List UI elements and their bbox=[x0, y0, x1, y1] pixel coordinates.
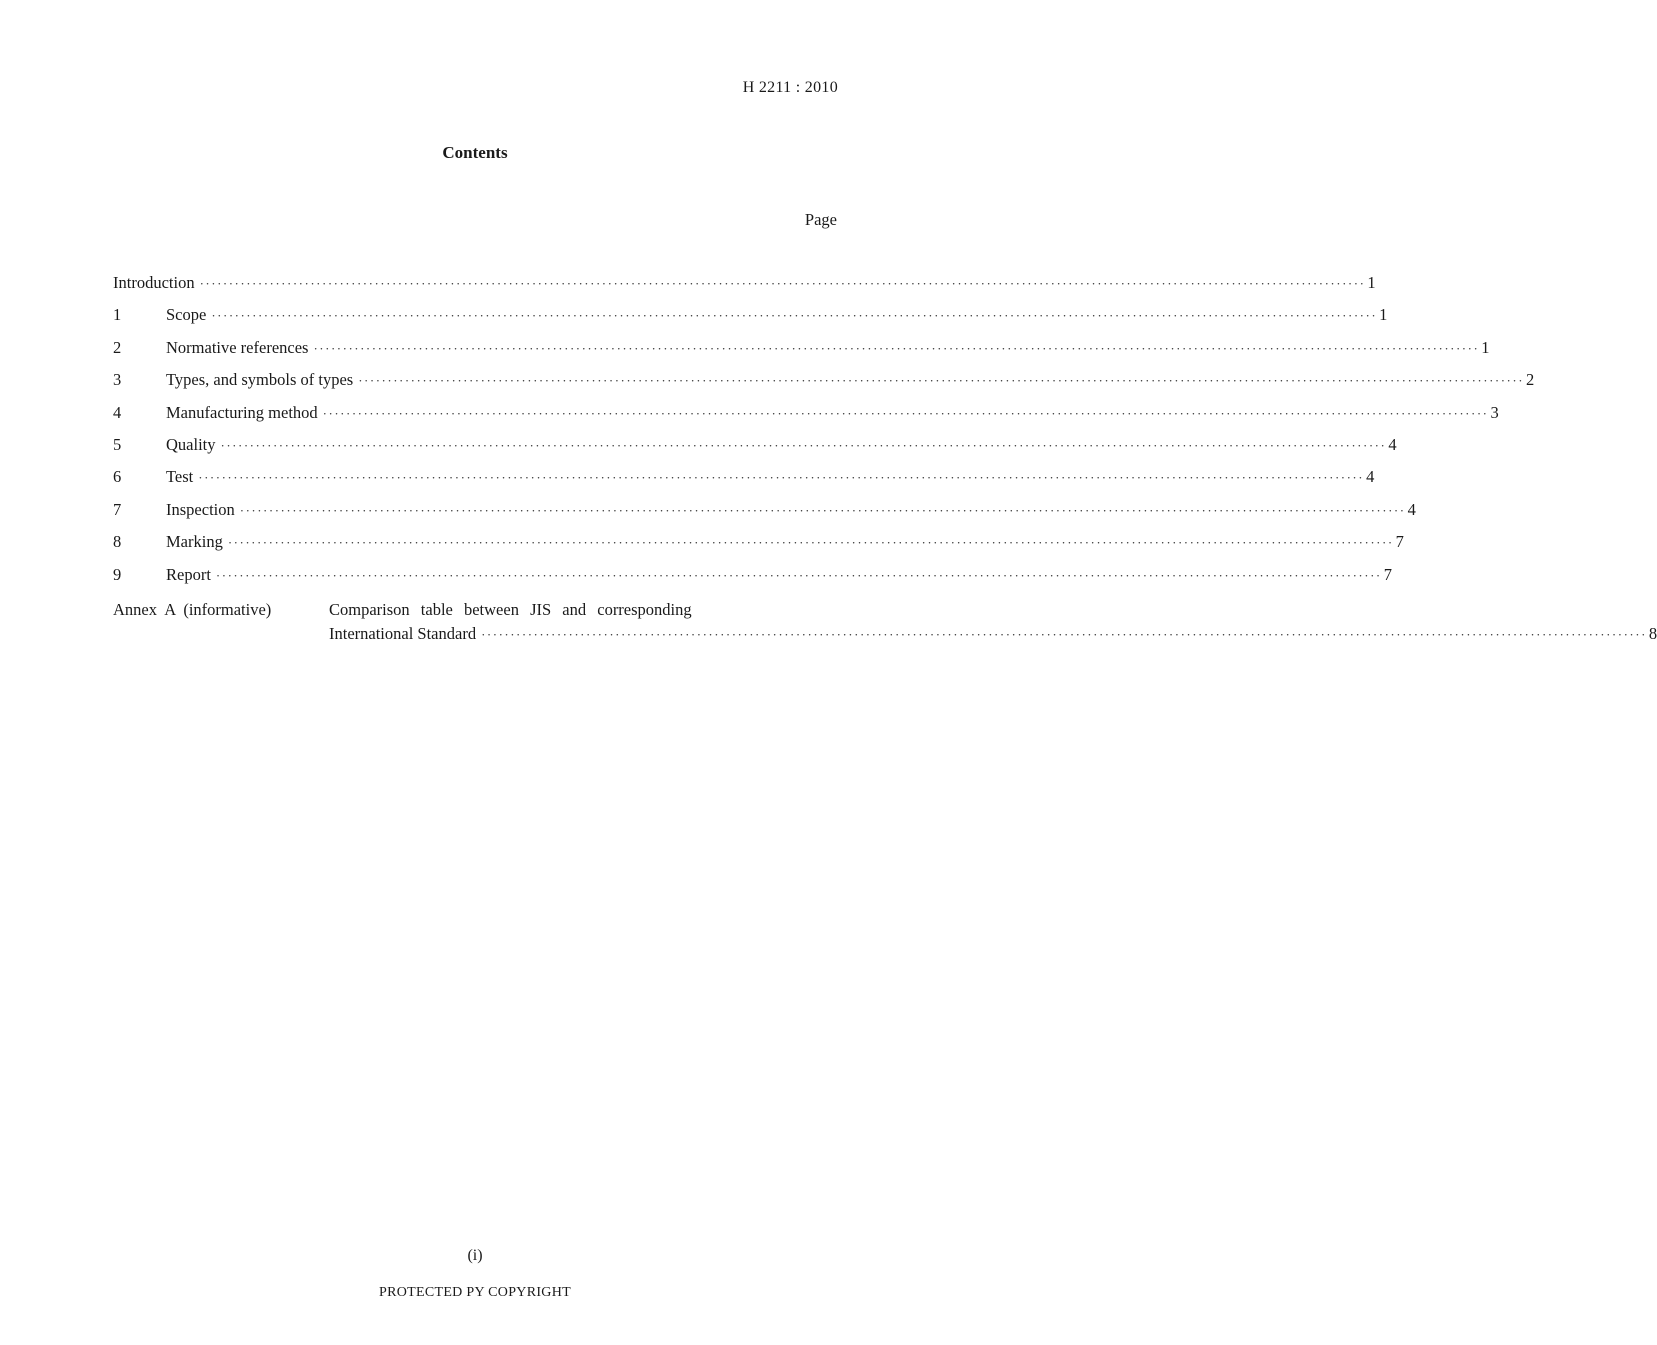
toc-entry-inspection[interactable] bbox=[113, 499, 1416, 532]
table-of-contents bbox=[113, 273, 1657, 647]
toc-entry-title: Normative references bbox=[166, 337, 309, 357]
toc-entry-number: 9 bbox=[113, 564, 122, 584]
dot-leader: ········································································································································································································ bbox=[211, 308, 1378, 324]
annex-title-line-1: Comparison table between JIS and corresponding bbox=[329, 599, 692, 619]
dot-leader: ········································································································································································································ bbox=[198, 470, 1365, 486]
toc-entry-number: 7 bbox=[113, 499, 122, 519]
toc-entry-page: 3 bbox=[1490, 402, 1499, 422]
toc-entry-title: Scope bbox=[166, 305, 207, 325]
toc-entry-scope[interactable] bbox=[113, 305, 1388, 337]
toc-entry-marking[interactable] bbox=[113, 532, 1404, 564]
toc-entry-annex-a[interactable] bbox=[113, 598, 1657, 647]
toc-entry-page: 7 bbox=[1395, 532, 1404, 552]
dot-leader: ········································································································································································································ bbox=[313, 340, 1480, 356]
dot-leader: ········································································································································································································ bbox=[239, 502, 1406, 518]
toc-entry-test[interactable] bbox=[113, 467, 1375, 499]
dot-leader: ········································································································································································································ bbox=[227, 535, 1394, 551]
toc-entry-page: 1 bbox=[1379, 305, 1388, 325]
dot-leader: ········································································································································································································ bbox=[481, 626, 1647, 642]
toc-entry-page: 7 bbox=[1383, 564, 1392, 584]
toc-entry-number: 6 bbox=[113, 467, 122, 487]
toc-entry-page: 1 bbox=[1367, 273, 1376, 292]
toc-entry-number: 4 bbox=[113, 402, 122, 422]
annex-title-line-2: International Standard bbox=[329, 623, 477, 643]
toc-entry-number: 8 bbox=[113, 532, 122, 552]
dot-leader: ········································································································································································································ bbox=[220, 437, 1387, 453]
toc-entry-page: 2 bbox=[1526, 370, 1535, 390]
toc-entry-number: 1 bbox=[113, 305, 122, 325]
toc-entry-title: Test bbox=[166, 467, 194, 487]
toc-entry-page: 1 bbox=[1481, 337, 1490, 357]
copyright-notice: PROTECTED PY COPYRIGHT bbox=[379, 1285, 571, 1300]
annex-page: 8 bbox=[1648, 623, 1657, 643]
toc-entry-report[interactable] bbox=[113, 564, 1392, 597]
toc-entry-number: 2 bbox=[113, 337, 122, 357]
toc-entry-title: Quality bbox=[166, 434, 216, 454]
toc-entry-title: Manufacturing method bbox=[166, 402, 318, 422]
document-number: H 2211 : 2010 bbox=[742, 79, 838, 96]
toc-entry-normative-references[interactable] bbox=[113, 337, 1490, 370]
dot-leader: ········································································································································································································ bbox=[215, 567, 1382, 583]
dot-leader: ········································································································································································································ bbox=[199, 276, 1366, 291]
toc-entry-page: 4 bbox=[1366, 467, 1375, 487]
toc-entry-page: 4 bbox=[1388, 434, 1397, 454]
toc-entry-page: 4 bbox=[1407, 499, 1416, 519]
dot-leader: ········································································································································································································ bbox=[322, 405, 1489, 421]
toc-entry-title: Marking bbox=[166, 532, 223, 552]
annex-label: Annex A (informative) bbox=[113, 599, 272, 619]
toc-entry-title: Inspection bbox=[166, 499, 235, 519]
toc-entry-title: Introduction bbox=[113, 273, 195, 292]
toc-entry-types[interactable] bbox=[113, 370, 1535, 402]
toc-entry-number: 5 bbox=[113, 434, 122, 454]
toc-entry-introduction[interactable] bbox=[113, 273, 1376, 305]
page-number: (i) bbox=[467, 1247, 483, 1264]
page-title: Contents bbox=[442, 143, 508, 162]
toc-entry-quality[interactable] bbox=[113, 434, 1397, 467]
toc-entry-title: Types, and symbols of types bbox=[166, 370, 354, 390]
toc-entry-title: Report bbox=[166, 564, 211, 584]
toc-entry-manufacturing-method[interactable] bbox=[113, 402, 1499, 435]
annex-title-block bbox=[329, 598, 1657, 647]
dot-leader: ········································································································································································································ bbox=[358, 373, 1525, 389]
annex-title-line-2-row bbox=[329, 622, 1657, 647]
toc-entry-number: 3 bbox=[113, 370, 122, 390]
page-column-label: Page bbox=[804, 210, 837, 229]
